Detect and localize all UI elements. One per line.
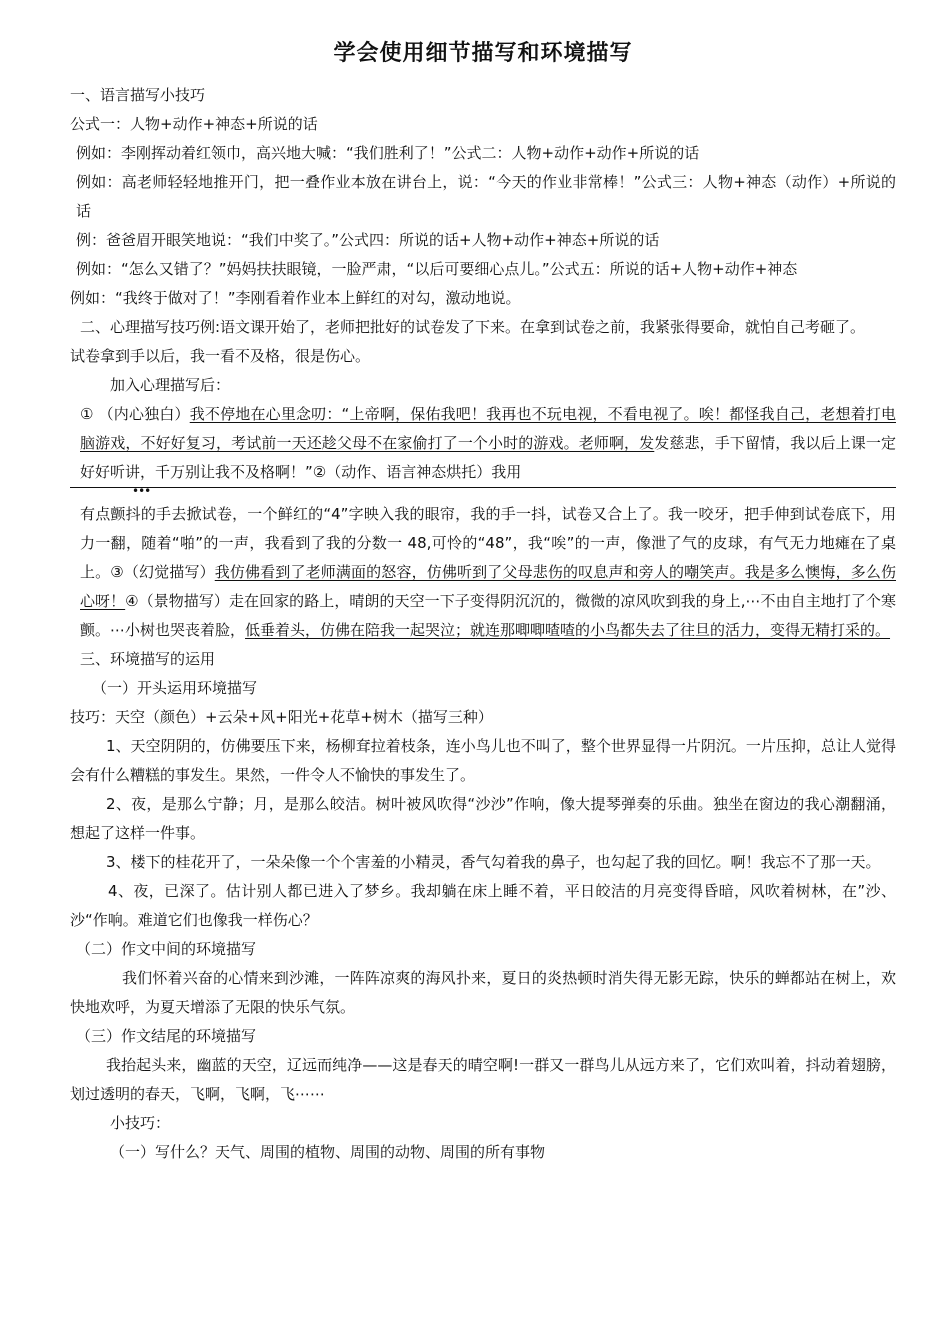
example-3: 例：爸爸眉开眼笑地说：“我们中奖了。”公式四：所说的话+人物+动作+神态+所说的话 — [76, 231, 660, 249]
action-text: 有点颤抖的手去掀试卷，一个鲜红的“4”字映入我的眼帘，我的手一抖，试卷又合上了。我一咬牙，把手伸到试卷底下，用力一翻，随着“啪”的一声，我看到了我的分数一 48,可怜的“48”，我“唉”的一声，像泄了气的皮球，有气无力地瘫在了桌上。③（幻觉描写） — [80, 505, 896, 581]
opening-example-3: 3、楼下的桂花开了，一朵朵像一个个害羞的小精灵，香气勾着我的鼻子，也勾起了我的回忆。啊！我忘不了那一天。 — [106, 853, 881, 871]
opening-example-1: 1、天空阴阴的，仿佛要压下来，杨柳耷拉着枝条，连小鸟儿也不叫了，整个世界显得一片阴沉。一片压抑，总让人觉得会有什么糟糕的事发生。果然，一件令人不愉快的事发生了。 — [70, 737, 896, 784]
monologue-text: 我不停地在心里念叨：“上帝啊，保佑我吧！我再也不玩电视，不看电视了。唉！都怪我自己，老想着打电脑游戏，不好好复习，考试前一天还趁父母不在家偷打了一个小时的游戏。老师啊，发 — [80, 405, 896, 452]
psych-intro: 二、心理描写技巧例:语文课开始了，老师把批好的试卷发了下来。在拿到试卷之前，我紧张得要命，就怕自己考砸了。 — [80, 318, 866, 336]
example-4: 例如：“怎么又错了？”妈妈扶扶眼镜，一脸严肃，“以后可要细心点儿。”公式五：所说的话+人物+动作+神态 — [76, 260, 798, 278]
opening-example-2: 2、夜，是那么宁静；月，是那么皎洁。树叶被风吹得“沙沙”作响，像大提琴弹奏的乐曲。独坐在窗边的我心潮翻涌，想起了这样一件事。 — [70, 795, 896, 842]
formula-1: 公式一：人物+动作+神态+所说的话 — [70, 115, 318, 133]
example-1: 例如：李刚挥动着红领巾，高兴地大喊：“我们胜利了！”公式二：人物+动作+动作+所说的话 — [76, 144, 700, 162]
scene-underlined-text: 低垂着头，仿佛在陪我一起哭泣；就连那唧唧喳喳的小鸟都失去了往旦的活力，变得无精打采的。 — [245, 621, 891, 639]
illusion-text: 我仿佛看到了老师满面的怒容，仿佛听到了父母悲伤的叹息声和旁人的嘲笑声。我是多么懊悔，多么伤心呀！ — [80, 563, 896, 610]
example-2: 例如：高老师轻轻地推开门，把一叠作业本放在讲台上，说：“今天的作业非常棒！”公式三：人物+神态（动作）+所说的话 — [76, 173, 896, 220]
subheading-opening: （一）开头运用环境描写 — [92, 679, 258, 697]
psych-result: 试卷拿到手以后，我一看不及格，很是伤心。 — [70, 347, 371, 365]
tips-item-1: （一）写什么？天气、周围的植物、周围的动物、周围的所有事物 — [110, 1143, 546, 1161]
dots-mark: ••• — [132, 484, 151, 498]
psych-add-label: 加入心理描写后： — [110, 376, 231, 394]
psych-paragraph-2 — [70, 500, 896, 645]
monologue-continued: 发慈悲，手下留情，我以后上课一定好好听讲，千万别让我不及格啊！”②（动作、语言神态烘托）我用 — [80, 434, 896, 481]
subheading-middle: （二）作文中间的环境描写 — [76, 940, 257, 958]
example-5: 例如：“我终于做对了！”李刚看着作业本上鲜红的对勾，激动地说。 — [70, 289, 521, 307]
ending-example: 我抬起头来，幽蓝的天空，辽远而纯净——这是春天的晴空啊!一群又一群鸟儿从远方来了，它们欢叫着，抖动着翅膀，划过透明的春天，飞啊，飞啊，飞⋯⋯ — [70, 1056, 896, 1103]
document-page — [70, 30, 896, 1167]
opening-tip: 技巧：天空（颜色）+云朵+风+阳光+花草+树木（描写三种） — [70, 708, 493, 726]
section-heading-1: 一、语言描写小技巧 — [70, 86, 206, 104]
psych-paragraph-1 — [70, 400, 896, 487]
divider-line — [70, 484, 896, 500]
document-title: 学会使用细节描写和环境描写 — [333, 41, 633, 66]
scene-text: ④（景物描写）走在回家的路上，晴朗的天空一下子变得阴沉沉的，微微的凉风吹到我的身上,⋯不由自主地打了个寒颤。⋯小树也哭丧着脸， — [80, 592, 896, 639]
monologue-label: ① （内心独白） — [80, 405, 190, 423]
section-heading-3: 三、环境描写的运用 — [80, 650, 216, 668]
tips-label: 小技巧： — [110, 1114, 171, 1132]
subheading-ending: （三）作文结尾的环境描写 — [76, 1027, 257, 1045]
middle-example: 我们怀着兴奋的心情来到沙滩，一阵阵凉爽的海风扑来，夏日的炎热顿时消失得无影无踪，快乐的蝉都站在树上，欢快地欢呼，为夏天增添了无限的快乐气氛。 — [70, 969, 896, 1016]
opening-example-4: 4、夜，已深了。估计别人都已进入了梦乡。我却躺在床上睡不着，平日皎洁的月亮变得昏暗，风吹着树林，在”沙、沙“作响。难道它们也像我一样伤心？ — [70, 882, 896, 929]
section-heading-2 — [70, 313, 896, 342]
